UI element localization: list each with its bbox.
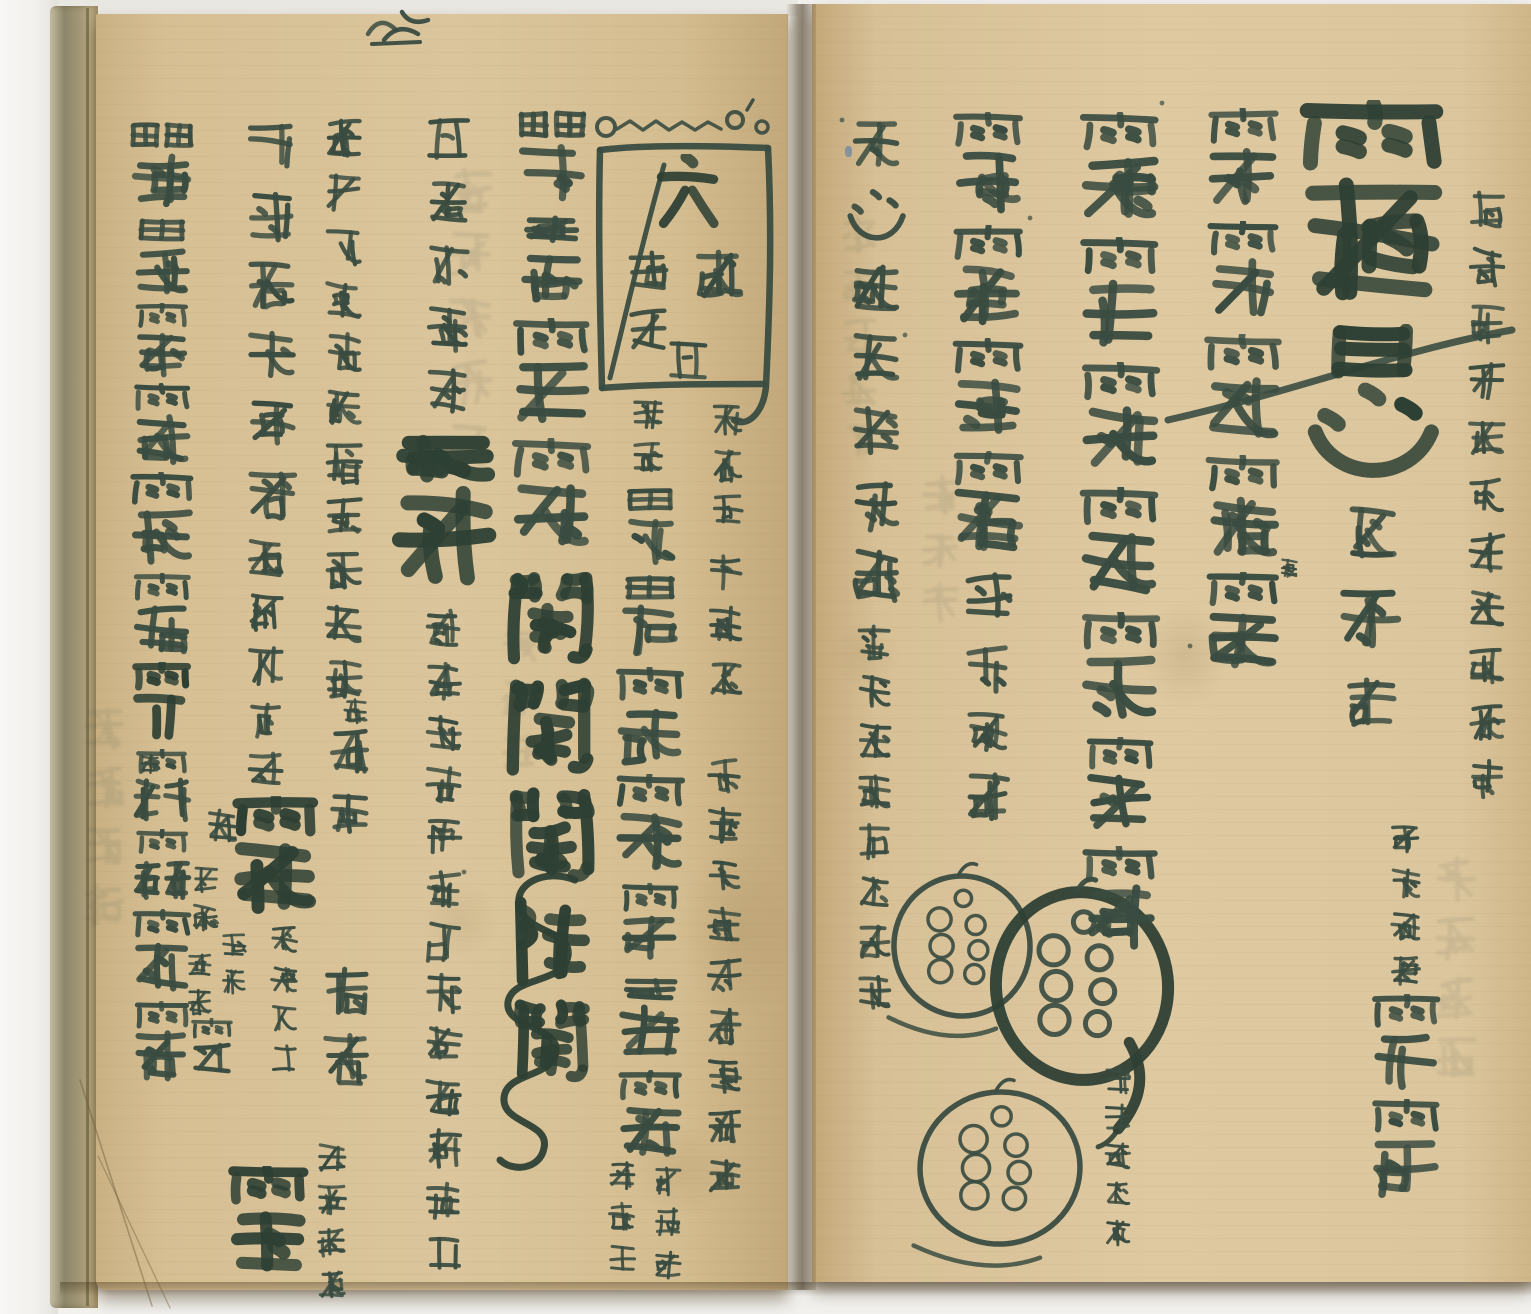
talisman-glyph — [1193, 455, 1293, 567]
char-glyph — [506, 993, 598, 1085]
char-glyph — [265, 960, 303, 998]
char-glyph — [627, 392, 669, 434]
char-glyph — [701, 752, 748, 799]
char-glyph — [495, 674, 545, 724]
talisman-glyph — [1067, 112, 1173, 231]
char-glyph — [77, 700, 132, 755]
char-glyph — [842, 542, 910, 610]
char-glyph — [836, 314, 884, 362]
note-zhan — [136, 750, 164, 780]
talisman-glyph — [1067, 612, 1173, 731]
talisman-glyph — [124, 662, 200, 747]
note-dou — [1277, 556, 1301, 582]
char-glyph — [1338, 668, 1406, 736]
char-glyph — [419, 656, 469, 706]
talisman-glyph — [127, 829, 197, 907]
talisman-glyph — [507, 108, 597, 209]
char-glyph — [1462, 698, 1512, 748]
char-glyph — [419, 760, 469, 810]
col-marshals — [419, 604, 469, 1280]
char-glyph — [419, 1072, 469, 1122]
char-glyph — [239, 182, 305, 248]
char-glyph — [77, 877, 132, 932]
char-glyph — [318, 274, 370, 326]
col-bureaus — [239, 112, 305, 532]
show-4 — [1427, 850, 1483, 1090]
char-glyph — [440, 416, 500, 476]
char-glyph — [495, 728, 545, 778]
char-glyph — [265, 1040, 303, 1078]
char-glyph — [419, 1228, 469, 1278]
char-glyph — [321, 722, 379, 780]
show-1 — [495, 620, 545, 782]
char-glyph — [627, 436, 669, 478]
col-ghost-ba — [216, 1166, 320, 1284]
char-glyph — [701, 1052, 748, 1099]
char-glyph — [241, 640, 291, 690]
char-glyph — [686, 240, 754, 308]
char-glyph — [1462, 527, 1512, 577]
col-rain-script-b — [1067, 112, 1173, 964]
char-glyph — [419, 968, 469, 1018]
col-generals — [318, 112, 370, 706]
char-glyph — [960, 704, 1016, 760]
char-glyph — [440, 352, 500, 412]
char-glyph — [701, 952, 748, 999]
col-ming-entry — [707, 398, 749, 533]
char-glyph — [701, 1152, 748, 1199]
char-glyph — [200, 804, 244, 848]
char-glyph — [701, 1102, 748, 1149]
talisman-glyph — [1195, 221, 1291, 329]
char-glyph — [318, 490, 370, 542]
talisman-glyph — [1067, 487, 1173, 606]
char-glyph — [851, 668, 898, 715]
char-glyph — [239, 252, 305, 318]
char-glyph — [851, 818, 898, 865]
char-glyph — [419, 864, 469, 914]
char-glyph — [851, 718, 898, 765]
char-glyph — [419, 708, 469, 758]
char-glyph — [1427, 910, 1483, 966]
char-glyph — [265, 1000, 303, 1038]
talisman-glyph — [123, 573, 201, 660]
char-glyph — [851, 968, 898, 1015]
char-glyph — [1385, 950, 1427, 992]
char-glyph — [440, 224, 500, 284]
char-glyph — [1100, 1214, 1136, 1250]
char-glyph — [836, 262, 884, 310]
char-glyph — [1462, 185, 1512, 235]
talisman-glyph — [127, 303, 197, 381]
char-glyph — [217, 964, 251, 998]
char-glyph — [419, 1176, 469, 1226]
char-glyph — [701, 1002, 748, 1049]
col-rites — [241, 534, 291, 799]
char-glyph — [649, 1204, 687, 1242]
char-glyph — [702, 654, 750, 702]
char-glyph — [649, 1162, 687, 1200]
char-glyph — [1385, 818, 1427, 860]
show-5 — [915, 470, 965, 632]
talisman-glyph — [1195, 108, 1291, 216]
char-glyph — [915, 470, 965, 520]
show-0 — [440, 160, 500, 480]
talisman-glyph — [1194, 572, 1292, 682]
char-glyph — [649, 1246, 687, 1284]
char-glyph — [603, 1240, 641, 1278]
char-glyph — [440, 160, 500, 220]
char-glyph — [603, 1156, 641, 1194]
char-glyph — [1462, 584, 1512, 634]
talisman-glyph — [120, 120, 204, 214]
talisman-glyph — [604, 667, 696, 770]
talisman-glyph — [1074, 737, 1166, 840]
col-masters — [701, 752, 748, 1202]
char-glyph — [315, 1026, 377, 1088]
char-glyph — [1329, 576, 1415, 662]
char-glyph — [239, 462, 305, 528]
col-golden-light-note — [1100, 1062, 1136, 1252]
char-glyph — [239, 112, 305, 178]
char-glyph — [603, 1198, 641, 1236]
show-2 — [77, 700, 132, 936]
char-glyph — [1462, 413, 1512, 463]
char-glyph — [419, 604, 469, 654]
char-glyph — [241, 746, 291, 796]
char-glyph — [315, 960, 377, 1022]
char-glyph — [440, 288, 500, 348]
talisman-glyph — [613, 486, 687, 569]
char-glyph — [702, 550, 750, 598]
char-glyph — [1100, 1138, 1136, 1174]
char-glyph — [502, 889, 602, 989]
talisman-glyph — [124, 216, 200, 301]
char-glyph — [1100, 1062, 1136, 1098]
col-left-ghosts — [118, 120, 206, 1088]
char-glyph — [957, 637, 1019, 699]
note-zui — [200, 804, 244, 850]
char-glyph — [1427, 1030, 1483, 1086]
talisman-glyph — [1070, 846, 1170, 958]
talisman-glyph — [118, 472, 206, 571]
char-glyph — [842, 110, 910, 178]
talisman-glyph — [610, 573, 690, 663]
char-glyph — [419, 1124, 469, 1174]
char-glyph — [915, 524, 965, 574]
col-oath — [851, 618, 898, 1018]
char-glyph — [662, 334, 714, 386]
note-qi-tiao — [649, 1162, 687, 1288]
frame-char-ya — [662, 334, 714, 388]
char-glyph — [241, 693, 291, 743]
frame-char-six — [648, 154, 728, 236]
char-glyph — [1462, 242, 1512, 292]
char-glyph — [648, 154, 728, 234]
char-glyph — [217, 928, 251, 962]
char-glyph — [1462, 755, 1512, 805]
char-glyph — [419, 1020, 469, 1070]
char-glyph — [241, 534, 291, 584]
talisman-glyph — [603, 774, 697, 879]
col-ghost-chain — [603, 486, 697, 1170]
talisman-glyph — [609, 974, 691, 1066]
char-glyph — [1462, 356, 1512, 406]
col-again-entry — [627, 392, 669, 480]
talisman-glyph — [607, 1070, 693, 1166]
char-glyph — [707, 488, 749, 530]
char-glyph — [77, 818, 132, 873]
talisman-glyph — [1275, 100, 1470, 318]
char-glyph — [500, 781, 604, 885]
char-glyph — [851, 618, 898, 665]
talisman-glyph — [940, 112, 1036, 220]
char-glyph — [620, 244, 676, 300]
char-glyph — [1427, 850, 1483, 906]
char-glyph — [318, 544, 370, 596]
char-glyph — [318, 112, 370, 164]
col-jinshou — [702, 550, 750, 706]
char-glyph — [239, 392, 305, 458]
talisman-glyph — [1359, 1099, 1453, 1204]
frame-char-jing — [686, 240, 754, 310]
char-glyph — [701, 902, 748, 949]
char-glyph — [1462, 641, 1512, 691]
char-glyph — [318, 328, 370, 380]
char-glyph — [842, 470, 910, 538]
char-glyph — [1100, 1176, 1136, 1212]
char-glyph — [701, 802, 748, 849]
talisman-glyph — [940, 225, 1036, 333]
talisman-glyph — [940, 338, 1036, 446]
char-glyph — [702, 602, 750, 650]
char-glyph — [915, 578, 965, 628]
char-glyph — [239, 322, 305, 388]
talisman-glyph — [123, 383, 201, 470]
char-glyph — [851, 768, 898, 815]
char-glyph — [957, 765, 1019, 827]
char-glyph — [136, 750, 164, 778]
talisman-glyph — [500, 318, 604, 434]
char-glyph — [318, 382, 370, 434]
char-glyph — [419, 812, 469, 862]
talisman-glyph — [1191, 334, 1295, 450]
talisman-glyph — [1067, 362, 1173, 481]
char-glyph — [318, 166, 370, 218]
talisman-glyph — [1297, 324, 1447, 492]
char-glyph — [707, 443, 749, 485]
col-grand-talismans — [1275, 100, 1470, 742]
char-glyph — [1385, 862, 1427, 904]
char-glyph — [1462, 299, 1512, 349]
char-glyph — [318, 436, 370, 488]
char-glyph — [1462, 470, 1512, 520]
note-wudi — [265, 920, 303, 1080]
char-glyph — [836, 210, 884, 258]
char-glyph — [1427, 970, 1483, 1026]
char-glyph — [1100, 1100, 1136, 1136]
talisman-glyph — [507, 213, 597, 314]
char-glyph — [495, 620, 545, 670]
char-glyph — [836, 366, 884, 414]
talisman-glyph — [216, 1166, 320, 1282]
char-glyph — [265, 920, 303, 958]
show-3 — [836, 210, 884, 470]
col-rain-script-a — [1191, 108, 1295, 687]
char-glyph — [318, 220, 370, 272]
char-glyph — [851, 918, 898, 965]
char-glyph — [851, 868, 898, 915]
char-glyph — [1336, 498, 1408, 570]
char-glyph — [77, 759, 132, 814]
char-glyph — [707, 398, 749, 440]
char-glyph — [1385, 906, 1427, 948]
note-xiao-tong — [603, 1156, 641, 1282]
col-taiwei — [315, 960, 377, 1092]
char-glyph — [701, 852, 748, 899]
col-title-transmission — [1462, 185, 1512, 812]
char-glyph — [1277, 556, 1301, 580]
talisman-glyph — [611, 883, 689, 970]
talisman-glyph — [124, 1001, 200, 1086]
char-glyph — [836, 418, 884, 466]
talisman-glyph — [1067, 237, 1173, 356]
char-glyph — [241, 587, 291, 637]
char-glyph — [419, 916, 469, 966]
note-siling — [217, 928, 251, 1000]
char-glyph — [318, 598, 370, 650]
talisman-glyph — [122, 909, 202, 999]
